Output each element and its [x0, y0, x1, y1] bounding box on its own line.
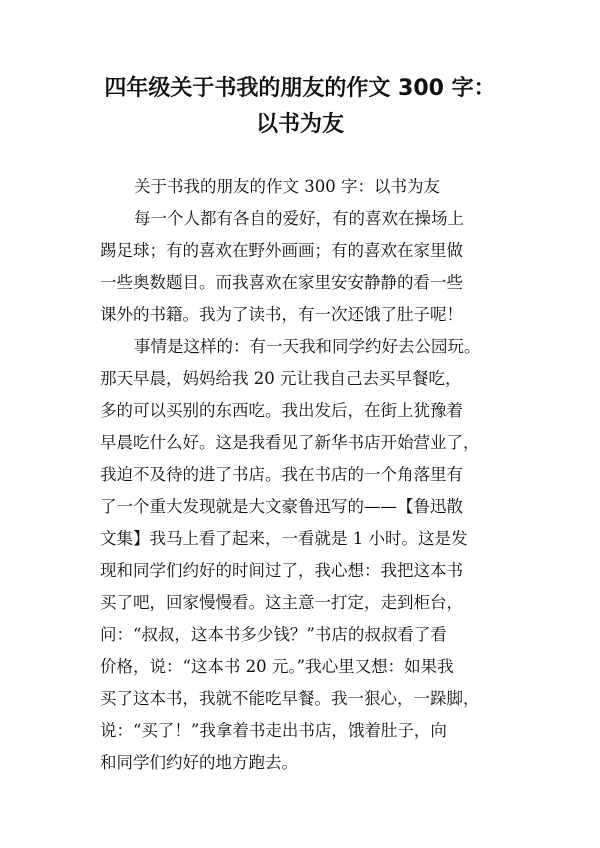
body-line: 买了这本书，我就不能吃早餐。我一狠心，一跺脚， [100, 689, 480, 708]
body-line: 早晨吃什么好。这是我看见了新华书店开始营业了， [100, 433, 480, 452]
document-title-line-2: 以书为友 [255, 112, 344, 137]
body-line: 说：“买了！”我拿着书走出书店，饿着肚子，向 [100, 721, 447, 740]
body-line: 价格，说：“这本书 20 元。”我心里又想：如果我 [100, 657, 454, 676]
body-line: 了一个重大发现就是大文豪鲁迅写的——【鲁迅散 [100, 497, 463, 516]
body-line: 踢足球；有的喜欢在野外画画；有的喜欢在家里做 [100, 241, 463, 260]
body-line: 课外的书籍。我为了读书，有一次还饿了肚子呢！ [100, 305, 463, 324]
body-line: 我迫不及待的进了书店。我在书店的一个角落里有 [100, 465, 463, 484]
body-line: 一些奥数题目。而我喜欢在家里安安静静的看一些 [100, 273, 463, 292]
body-line: 问：“叔叔，这本书多少钱？”书店的叔叔看了看 [100, 625, 447, 644]
body-line: 每一个人都有各自的爱好，有的喜欢在操场上 [134, 209, 464, 228]
body-line: 和同学们约好的地方跑去。 [100, 753, 298, 772]
body-line: 多的可以买别的东西吃。我出发后，在街上犹豫着 [100, 401, 463, 420]
document-body [100, 171, 530, 779]
body-line: 买了吧，回家慢慢看。这主意一打定，走到柜台， [100, 593, 463, 612]
body-line: 关于书我的朋友的作文 300 字：以书为友 [134, 177, 440, 196]
body-line: 事情是这样的：有一天我和同学约好去公园玩。 [134, 337, 481, 356]
body-line: 文集】我马上看了起来，一看就是 1 小时。这是发 [100, 529, 468, 548]
document-title-line-1: 四年级关于书我的朋友的作文 300 字： [104, 76, 496, 101]
body-line: 那天早晨，妈妈给我 20 元让我自己去买早餐吃， [100, 369, 462, 388]
body-line: 现和同学们约好的时间过了，我心想：我把这本书 [100, 561, 463, 580]
